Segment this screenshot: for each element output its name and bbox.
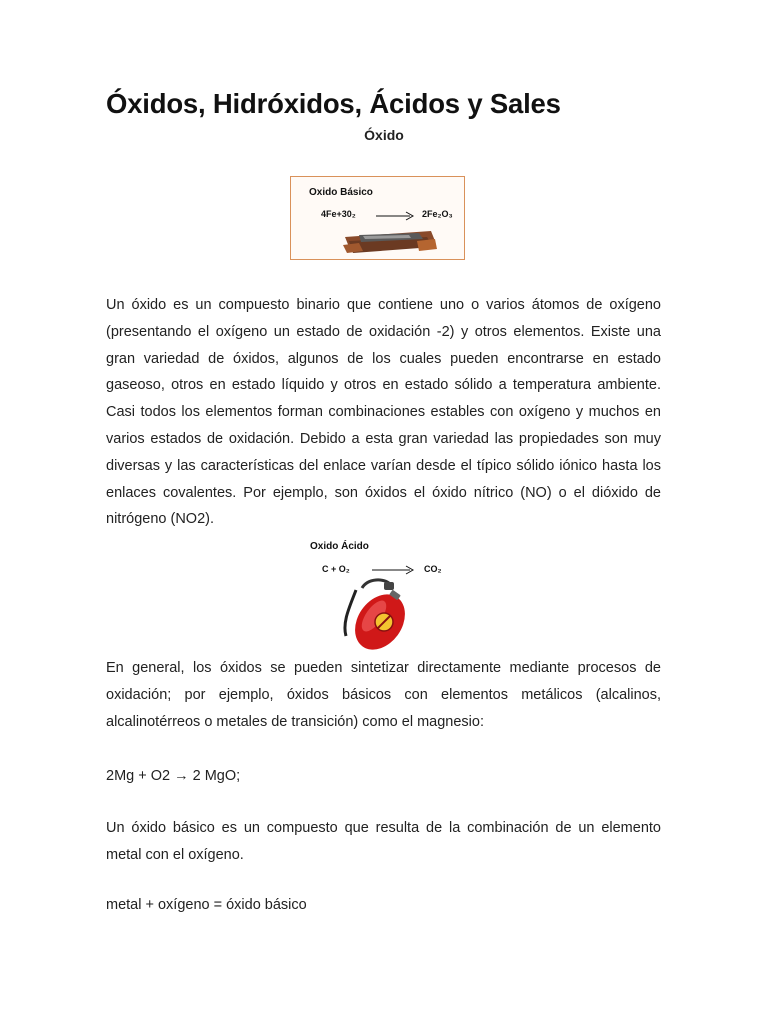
basic-oxide-label: Oxido Básico: [309, 187, 373, 198]
basic-oxide-reactants: 4Fe+30₂: [321, 209, 356, 219]
page-title: Óxidos, Hidróxidos, Ácidos y Sales: [106, 88, 561, 119]
paragraph-oxide-synthesis: En general, los óxidos se pueden sintetizar directamente mediante procesos de oxidación; por ejemplo, óxidos básicos con elementos metálicos (alcalinos, alcalinotérreos o metales de transición) como el magnesio:: [106, 660, 661, 730]
acid-oxide-label: Oxido Ácido: [310, 541, 369, 552]
acid-oxide-products: CO₂: [424, 564, 442, 574]
fire-extinguisher-icon: [332, 576, 422, 658]
reaction-arrow-icon: [372, 565, 416, 575]
acid-oxide-figure: [300, 536, 460, 658]
basic-oxide-figure: [290, 176, 465, 260]
reaction-arrow-icon: [376, 211, 416, 221]
acid-oxide-reactants: C + O₂: [322, 564, 350, 574]
paragraph-oxide-definition: Un óxido es un compuesto binario que contiene uno o varios átomos de oxígeno (presentando el oxígeno un estado de oxidación -2) y otros elementos. Existe una gran variedad de óxidos, algunos de los cuales pueden encontrarse en estado gaseoso, otros en estado líquido y otros en estado sólido a temperatura ambiente. Casi todos los elementos forman combinaciones estables con oxígeno y muchos en varios estados de oxidación. Debido a esta gran variedad las propiedades son muy diversas y las características del enlace varían desde el típico sólido iónico hasta los enlaces covalentes. Por ejemplo, son óxidos el óxido nítrico (NO) o el dióxido de nitrógeno (NO2).: [106, 297, 661, 528]
paragraph-basic-oxide: Un óxido básico es un compuesto que resulta de la combinación de un elemento metal con el oxígeno.: [106, 820, 661, 863]
rusty-iron-bar-icon: [339, 227, 439, 255]
equation-magnesium: 2Mg + O2 → 2 MgO;: [106, 768, 241, 784]
basic-oxide-products: 2Fe₂O₃: [422, 209, 453, 219]
section-title: Óxido: [364, 127, 404, 143]
formula-basic-oxide: metal + oxígeno = óxido básico: [106, 897, 307, 913]
